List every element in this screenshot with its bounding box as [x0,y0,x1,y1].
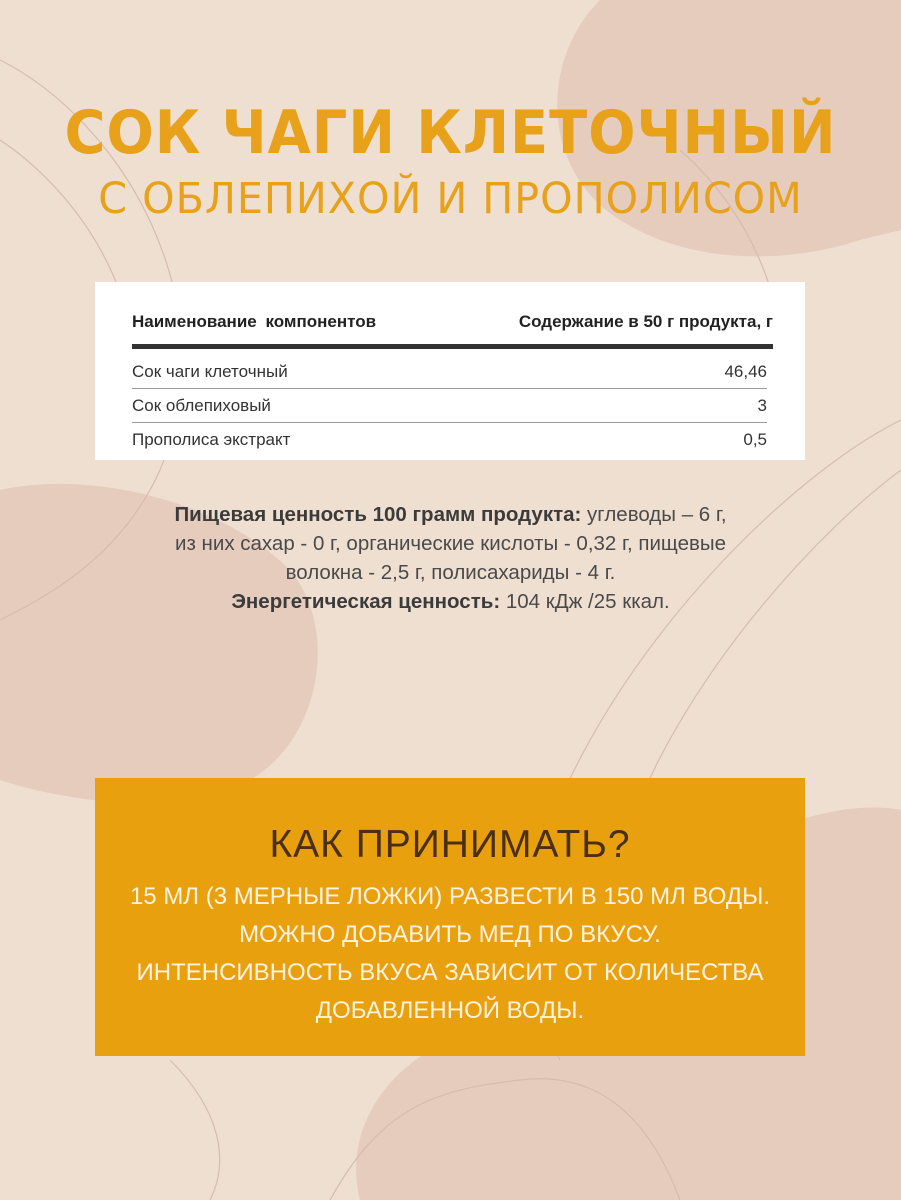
composition-table [95,282,805,460]
how-to-take-title: КАК ПРИНИМАТЬ? [269,823,631,866]
column-header-content: Содержание в 50 г продукта, г [518,311,773,331]
cell-name: Сок облепиховый [132,395,271,415]
nutrition-line-2: из них сахар - 0 г, органические кислоты - 0,32 г, пищевые [175,532,726,555]
table-row [132,355,767,389]
instruction-line: ИНТЕНСИВНОСТЬ ВКУСА ЗАВИСИТ ОТ КОЛИЧЕСТВА [136,959,764,986]
energy-label: Энергетическая ценность: [231,590,501,613]
instruction-line: МОЖНО ДОБАВИТЬ МЕД ПО ВКУСУ. [239,921,661,948]
page-subtitle: С ОБЛЕПИХОЙ И ПРОПОЛИСОМ [98,174,803,224]
energy-value: 104 кДж /25 ккал. [500,590,670,613]
table-row [132,423,767,457]
table-header [132,299,773,349]
nutrition-text-1: углеводы – 6 г, [581,503,727,526]
table-row [132,389,767,423]
nutrition-line-1 [90,500,811,529]
cell-value: 46,46 [724,361,767,381]
cell-value: 3 [757,395,767,415]
how-to-take-text [95,878,805,1030]
cell-name: Сок чаги клеточный [132,361,288,381]
instruction-line: 15 МЛ (3 МЕРНЫЕ ЛОЖКИ) РАЗВЕСТИ В 150 МЛ ВОДЫ. [129,883,771,910]
energy-line [90,587,811,616]
cell-name: Прополиса экстракт [132,430,291,449]
how-to-take-block [95,778,805,1056]
column-header-name: Наименование компонентов [132,311,377,331]
cell-value: 0,5 [743,430,767,449]
page-title: СОК ЧАГИ КЛЕТОЧНЫЙ [64,98,837,168]
instruction-line: ДОБАВЛЕННОЙ ВОДЫ. [315,997,585,1024]
nutrition-label: Пищевая ценность 100 грамм продукта: [174,503,582,526]
nutrition-line-3: волокна - 2,5 г, полисахариды - 4 г. [285,561,616,584]
nutrition-info [90,500,811,616]
